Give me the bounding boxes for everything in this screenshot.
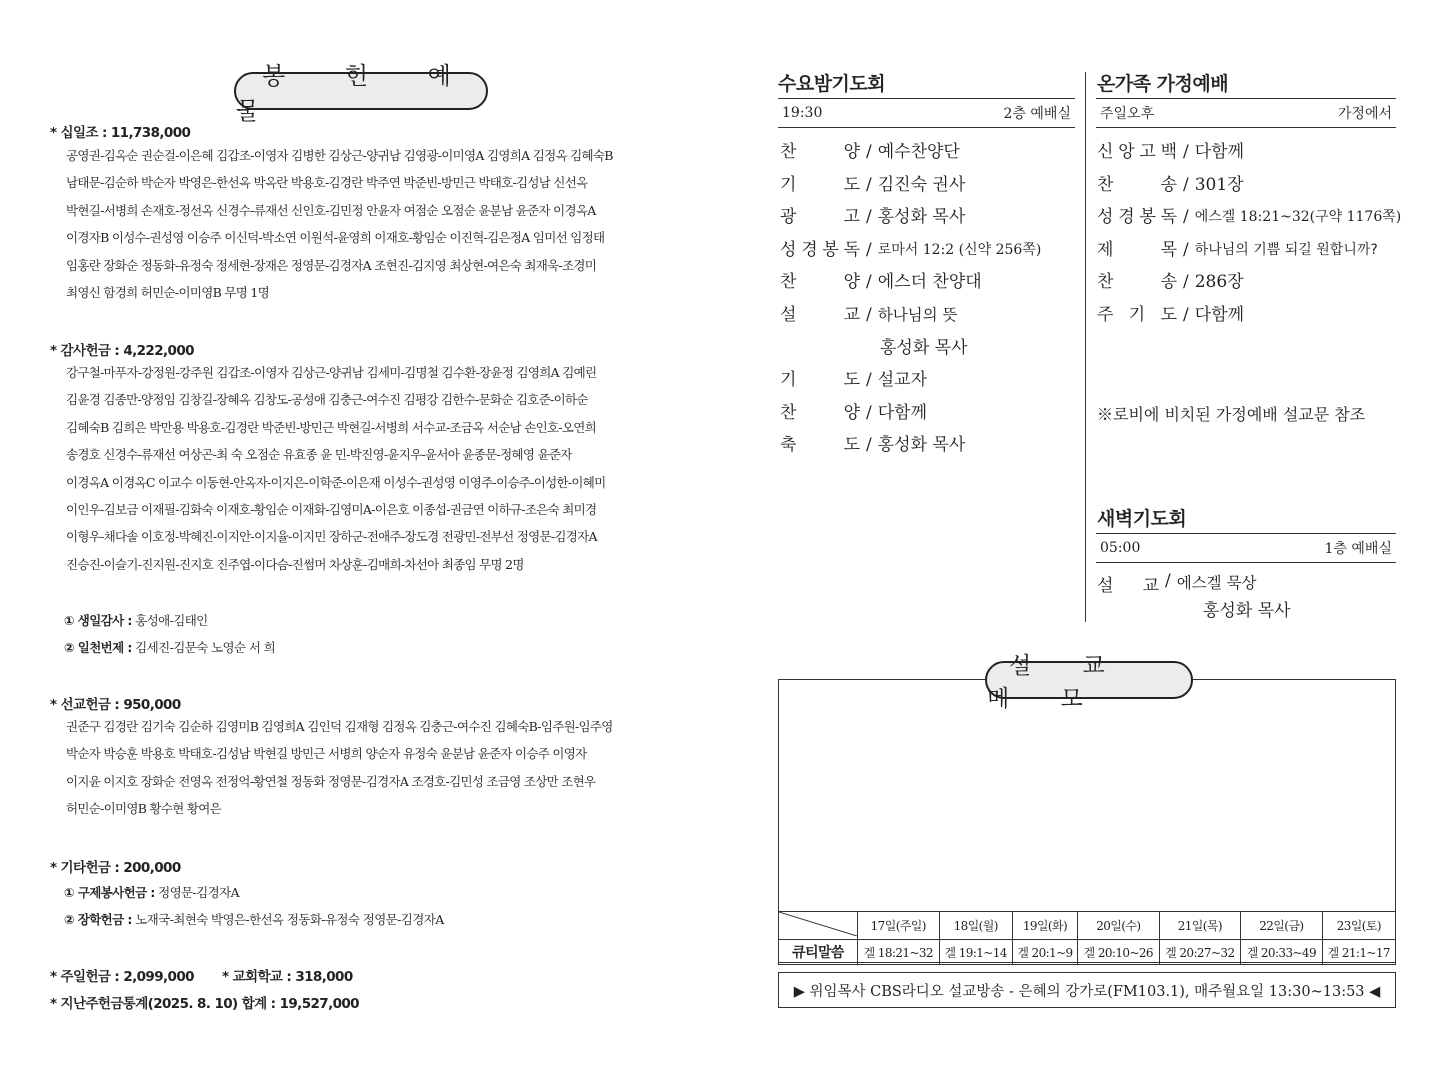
- list-item: 공영권-김옥순 권순걸-이은혜 김갑조-이영자 김병한 김상근-양귀남 김영광-이미영A 김영희A 김정옥 김혜숙B: [66, 148, 613, 163]
- list-item: 김혜숙B 김희은 박만용 박용호-김경란 박준빈-방민근 박현길-서병희 서수교-조금옥 서순남 손인호-오연희: [66, 419, 597, 435]
- dawn-sermon: 설 교 / 에스겔 묵상: [1097, 571, 1257, 596]
- order-value: 로마서 12:2 (신약 256쪽): [877, 241, 1042, 258]
- order-value: 301장: [1194, 174, 1244, 195]
- mission-names: [66, 713, 666, 823]
- list-item: 박순자 박승훈 박용호 박태호-김성남 박현길 방민근 서병희 양순자 유정숙 윤분남 윤준자 이승주 이영자: [66, 746, 587, 762]
- qt-day: 20일(수): [1078, 912, 1160, 940]
- list-item: 이지윤 이지호 장화순 전영옥 전정억-황연철 정동화 정영문-김경자A 조경호-김민성 조금영 조상만 조현우: [66, 773, 596, 789]
- family-info-bar: [1096, 98, 1396, 128]
- order-row: 광 고 / 홍성화 목사: [780, 201, 1041, 234]
- list-item: 이형우-채다솔 이호정-박혜진-이지안-이지율-이지민 장하군-전애주-장도경 전광민-전부선 정영문-김경자A: [66, 529, 597, 545]
- order-row: 설 교 / 하나님의 뜻: [780, 299, 1041, 332]
- relief-label: ① 구제봉사헌금 :: [64, 885, 155, 900]
- qt-day: 23일(토): [1322, 912, 1395, 940]
- wednesday-place: 2층 예배실: [1003, 106, 1071, 122]
- dawn-title: 새벽기도회: [1097, 508, 1187, 530]
- order-value: 홍성화 목사: [877, 207, 966, 228]
- qt-verse: 겔 21:1~17: [1322, 940, 1395, 965]
- scholarship-value: 노재국-최현숙 박영은-한선옥 정동화-유정숙 정영문-김경자A: [135, 912, 444, 927]
- list-item: 최영신 함경희 허민순-이미영B 무명 1명: [66, 285, 269, 301]
- order-value: 에스더 찬양대: [877, 272, 982, 293]
- family-order: [1097, 136, 1401, 332]
- mission-heading: * 선교헌금 : 950,000: [50, 697, 181, 713]
- relief-offering: [64, 883, 239, 901]
- order-row: 찬 양 / 다함께: [780, 397, 1041, 430]
- birthday-thanks: [64, 611, 208, 629]
- other-heading: * 기타헌금 : 200,000: [50, 860, 181, 876]
- thanks-heading: * 감사헌금 : 4,222,000: [50, 343, 194, 359]
- qt-corner-cell: [779, 912, 858, 940]
- order-row: 찬 송 / 286장: [1097, 266, 1401, 299]
- offering-title: 봉 헌 예 물: [234, 72, 488, 110]
- wednesday-title: 수요밤기도회: [778, 73, 886, 95]
- list-item: 진승진-이슬기-진지원-진지호 진주엽-이다슴-진썸머 차상훈-김매희-차선아 최종임 무명 2명: [66, 556, 524, 572]
- scholarship-label: ② 장학헌금 :: [64, 912, 132, 927]
- family-note: ※로비에 비치된 가정예배 설교문 참조: [1097, 405, 1366, 424]
- first-day-value: 김세진-김문숙 노영순 서 희: [135, 640, 276, 655]
- order-row: 찬 양 / 에스더 찬양대: [780, 266, 1041, 299]
- broadcast-notice: ▶ 위임목사 CBS라디오 설교방송 - 은혜의 강가로(FM103.1), 매주월요일 13:30~13:53 ◀: [778, 972, 1396, 1008]
- qt-day: 19일(화): [1012, 912, 1077, 940]
- last-week-total: * 지난주헌금통계(2025. 8. 10) 합계 : 19,527,000: [50, 996, 359, 1012]
- list-item: 이경자B 이성수-권성영 이승주 이신덕-박소연 이원석-윤영희 이재호-황임순 이진혁-김은정A 임미선 임정태: [66, 230, 605, 246]
- dawn-preacher: 홍성화 목사: [1203, 601, 1291, 621]
- order-value: 다함께: [1194, 142, 1245, 162]
- order-value: 하나님의 기쁨 되길 원합니까?: [1194, 241, 1378, 258]
- birthday-value: 홍성애-김태인: [135, 613, 208, 628]
- order-value: 다함께: [1194, 304, 1245, 325]
- family-time: 주일오후: [1100, 106, 1155, 122]
- dawn-place: 1층 예배실: [1324, 541, 1392, 557]
- qt-days-row: [779, 912, 1396, 940]
- order-row: 기 도 / 김진숙 권사: [780, 169, 1041, 202]
- list-item: 송경호 신경수-류재선 여상곤-최 숙 오점순 유효종 윤 민-박진영-윤지우-윤서아 윤종문-정혜영 윤준자: [66, 447, 572, 463]
- qt-label: 큐티말씀: [779, 940, 858, 965]
- memo-title: 설 교 메 모: [985, 661, 1193, 699]
- dawn-sermon-title: 에스겔 묵상: [1176, 574, 1257, 592]
- order-row: 기 도 / 설교자: [780, 364, 1041, 397]
- first-day-label: ② 일천번제 :: [64, 640, 132, 655]
- order-row: 주 기 도 / 다함께: [1097, 299, 1401, 332]
- preacher: 홍성화 목사: [880, 337, 968, 358]
- order-row: [780, 332, 1041, 365]
- qt-day: 21일(목): [1159, 912, 1241, 940]
- qt-verse: 겔 19:1~14: [939, 940, 1012, 965]
- order-value: 예수찬양단: [877, 142, 960, 162]
- scholarship-offering: [64, 910, 444, 928]
- list-item: 이경옥A 이경옥C 이교수 이동현-안옥자-이지은-이학준-이은재 이성수-권성영 이영주-이승주-이성한-이혜미: [66, 474, 606, 490]
- qt-verse: 겔 18:21~32: [858, 940, 940, 965]
- tithe-names: [66, 142, 666, 306]
- sunday-offering: * 주일헌금 : 2,099,000: [50, 969, 194, 985]
- order-value: 홍성화 목사: [877, 435, 966, 456]
- order-row: 신 앙 고 백 / 다함께: [1097, 136, 1401, 169]
- thanks-names: [66, 359, 666, 578]
- list-item: 김윤경 김종만-양정임 김창길-장혜옥 김창도-공성애 김충근-여수진 김평강 김한수-문화순 김호준-이하순: [66, 392, 588, 408]
- order-row: 축 도 / 홍성화 목사: [780, 429, 1041, 462]
- order-value: 김진숙 권사: [877, 174, 966, 195]
- order-row: 찬 양 / 예수찬양단: [780, 136, 1041, 169]
- list-item: 남태문-김순하 박순자 박영은-한선옥 박옥란 박용호-김경란 박주연 박준빈-방민근 박태호-김성남 신선옥: [66, 175, 588, 191]
- sermon-title: 하나님의 뜻: [877, 305, 958, 324]
- school-offering: * 교회학교 : 318,000: [222, 969, 353, 985]
- diagonal-line-icon: [779, 912, 857, 936]
- qt-verses-row: [779, 940, 1396, 965]
- list-item: 이인우-김보금 이재필-김화숙 이재호-황임순 이재화-김영미A-이은호 이종섭-권금연 이하규-조은숙 최미경: [66, 502, 597, 518]
- family-place: 가정에서: [1337, 106, 1392, 122]
- qt-table: [778, 911, 1396, 965]
- list-item: 임홍란 장화순 정동화-유정숙 정세현-장재은 정영문-김경자A 조현진-김지영 최상현-여은숙 최재욱-조경미: [66, 257, 597, 273]
- qt-day: 17일(주일): [858, 912, 940, 940]
- dawn-time: 05:00: [1100, 540, 1141, 556]
- wednesday-time: 19:30: [782, 105, 823, 121]
- qt-verse: 겔 20:27~32: [1159, 940, 1241, 965]
- wednesday-info-bar: [778, 98, 1075, 128]
- wednesday-order: [780, 136, 1041, 462]
- qt-verse: 겔 20:33~49: [1241, 940, 1323, 965]
- dawn-info-bar: [1096, 533, 1396, 563]
- list-item: 권준구 김경란 김기숙 김순하 김영미B 김영희A 김인덕 김재형 김정옥 김충근-여수진 김혜숙B-임주원-임주영: [66, 719, 613, 734]
- family-title: 온가족 가정예배: [1097, 73, 1229, 95]
- order-row: 찬 송 / 301장: [1097, 169, 1401, 202]
- first-day-offering: [64, 638, 275, 656]
- list-item: 박현길-서병희 손재호-정선옥 신경수-류재선 신인호-김민정 안윤자 여점순 오점순 윤분남 윤준자 이경옥A: [66, 202, 596, 218]
- birthday-label: ① 생일감사 :: [64, 613, 132, 628]
- tithe-heading: * 십일조 : 11,738,000: [50, 125, 191, 141]
- qt-day: 22일(금): [1241, 912, 1323, 940]
- order-row: 제 목 / 하나님의 기쁨 되길 원합니까?: [1097, 234, 1401, 267]
- order-value: 에스겔 18:21~32(구약 1176쪽): [1194, 209, 1402, 226]
- column-divider: [1085, 72, 1086, 622]
- relief-value: 정영문-김경자A: [158, 885, 240, 900]
- order-value: 설교자: [877, 370, 928, 391]
- order-value: 286장: [1194, 272, 1244, 293]
- order-row: 성 경 봉 독 / 로마서 12:2 (신약 256쪽): [780, 234, 1041, 267]
- qt-verse: 겔 20:10~26: [1078, 940, 1160, 965]
- qt-verse: 겔 20:1~9: [1012, 940, 1077, 965]
- list-item: 강구철-마푸자-강정원-강주원 김갑조-이영자 김상근-양귀남 김세미-김명철 김수환-장윤정 김영희A 김예린: [66, 365, 597, 380]
- order-value: 다함께: [877, 402, 928, 423]
- qt-day: 18일(월): [939, 912, 1012, 940]
- order-row: 성 경 봉 독 / 에스겔 18:21~32(구약 1176쪽): [1097, 201, 1401, 234]
- list-item: 허민순-이미영B 황수현 황여은: [66, 801, 222, 817]
